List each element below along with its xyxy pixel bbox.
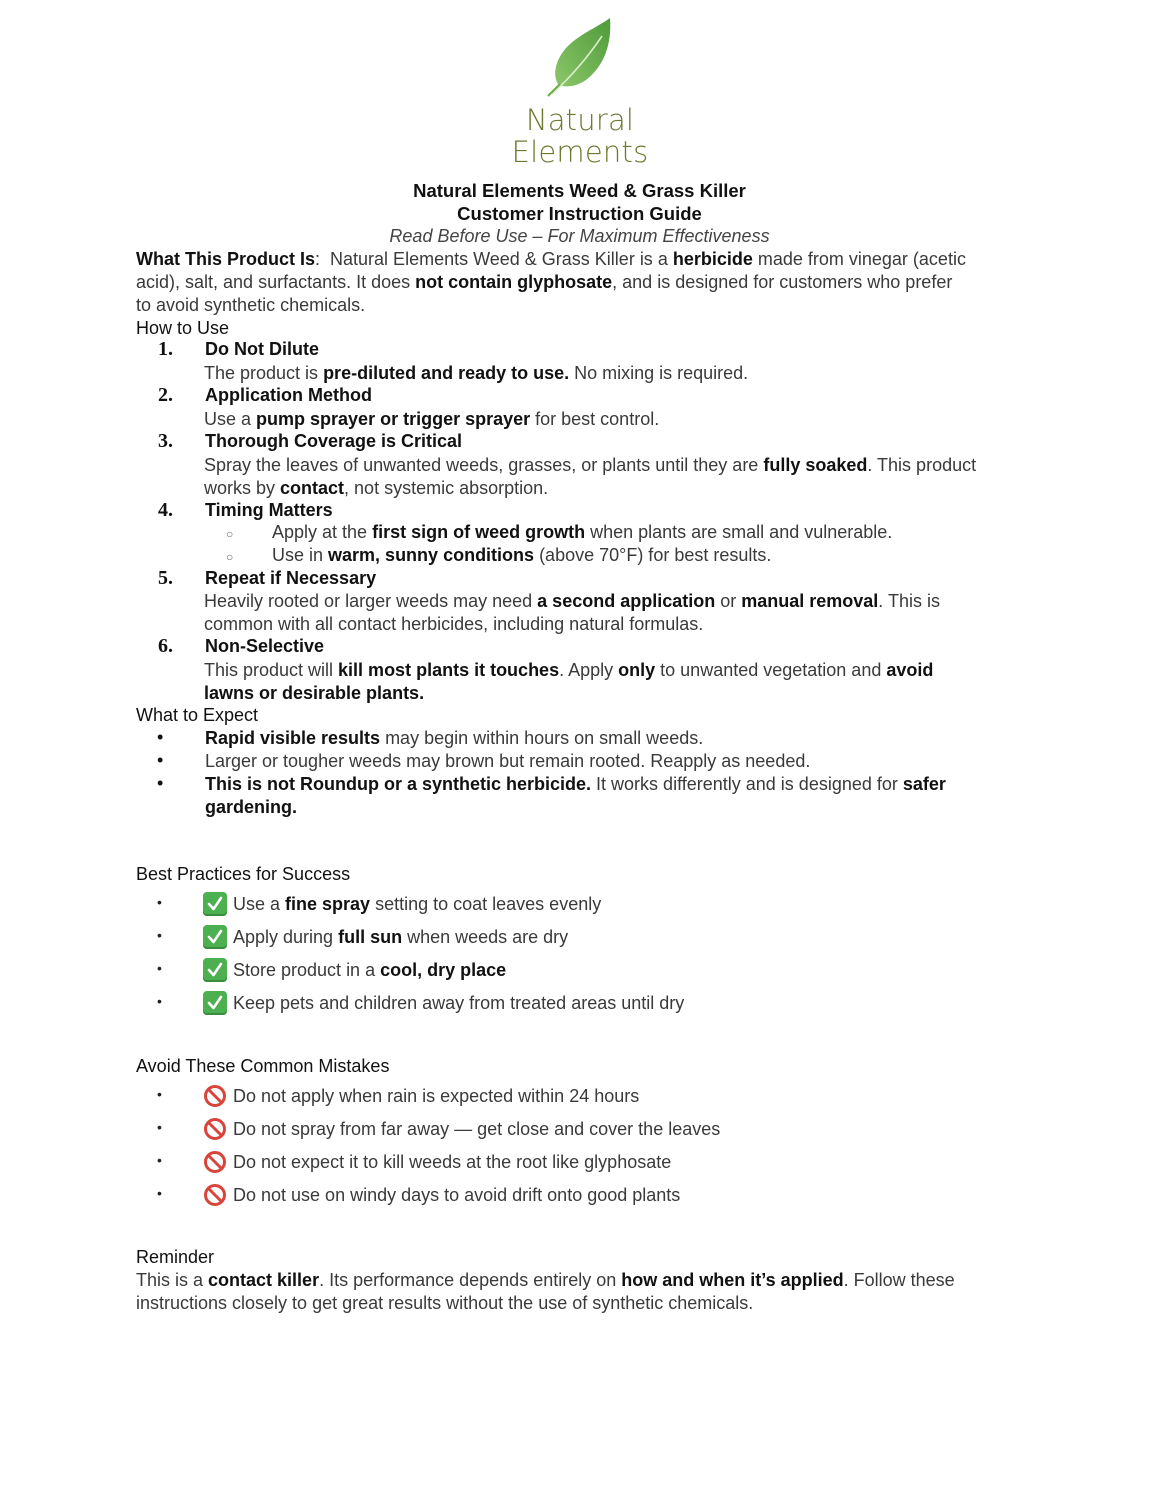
bullet-icon: • [157,1185,162,1201]
step-body: Use a pump sprayer or trigger sprayer for best control. [204,409,660,429]
step-body-cont: common with all contact herbicides, including natural formulas. [204,614,704,634]
list-item: Do not spray from far away — get close and cover the leaves [203,1116,720,1142]
sub-item: Apply at the first sign of weed growth when plants are small and vulnerable. [272,522,893,542]
step-title: Do Not Dilute [205,339,319,359]
step-body: Spray the leaves of unwanted weeds, grasses, or plants until they are fully soaked. This product [204,455,977,475]
step-body: This product will kill most plants it touches. Apply only to unwanted vegetation and avoid [204,660,934,680]
reminder-line-2: instructions closely to get great results without the use of synthetic chemicals. [136,1293,754,1313]
list-item: Rapid visible results may begin within hours on small weeds. [205,728,704,748]
bullet-icon: • [157,927,162,943]
step-title: Timing Matters [205,500,333,520]
step-title: Repeat if Necessary [205,568,377,588]
step-body: The product is pre-diluted and ready to use. No mixing is required. [204,363,749,383]
list-item: Larger or tougher weeds may brown but remain rooted. Reapply as needed. [205,751,811,771]
bullet-icon: • [157,773,164,793]
check-mark-button-icon [203,892,227,916]
section-heading-best-practices: Best Practices for Success [136,864,351,884]
sub-bullet-icon: ○ [226,527,234,541]
bullet-icon: • [157,960,162,976]
list-item-cont: gardening. [205,797,298,817]
prohibited-icon [203,1117,227,1141]
bullet-icon: • [157,993,162,1009]
step-number: 6. [158,635,173,657]
check-mark-button-icon [203,925,227,949]
document-tagline: Read Before Use – For Maximum Effectiveness [389,226,770,246]
bullet-icon: • [157,727,164,747]
list-item: Apply during full sun when weeds are dry [203,924,568,950]
list-item: Do not apply when rain is expected within 24 hours [203,1083,639,1109]
step-number: 3. [158,430,173,452]
brand-logo [460,14,700,169]
intro-line-3: to avoid synthetic chemicals. [136,295,366,315]
section-heading-mistakes: Avoid These Common Mistakes [136,1056,390,1076]
step-body-cont: lawns or desirable plants. [204,683,425,703]
step-body: Heavily rooted or larger weeds may need a second application or manual removal. This is [204,591,940,611]
document-title: Natural Elements Weed & Grass Killer [413,180,746,201]
section-heading-how-to-use: How to Use [136,318,230,338]
reminder-line-1: This is a contact killer. Its performance depends entirely on how and when it’s applied. Follow these [136,1270,955,1290]
prohibited-icon [203,1183,227,1207]
step-title: Application Method [205,385,372,405]
intro-line-2: acid), salt, and surfactants. It does not contain glyphosate, and is designed for customers who prefer [136,272,953,292]
step-title: Thorough Coverage is Critical [205,431,463,451]
step-body-cont: works by contact, not systemic absorption. [204,478,549,498]
intro-line-1: What This Product Is: Natural Elements Weed & Grass Killer is a herbicide made from vinegar (acetic [136,249,966,269]
list-item: Do not expect it to kill weeds at the root like glyphosate [203,1149,671,1175]
list-item: This is not Roundup or a synthetic herbicide. It works differently and is designed for safer [205,774,946,794]
bullet-icon: • [157,1152,162,1168]
bullet-icon: • [157,1119,162,1135]
sub-item: Use in warm, sunny conditions (above 70°F) for best results. [272,545,772,565]
list-item: Store product in a cool, dry place [203,957,506,983]
leaf-icon [540,14,620,100]
prohibited-icon [203,1150,227,1174]
step-number: 4. [158,499,173,521]
bullet-icon: • [157,894,162,910]
step-number: 2. [158,384,173,406]
list-item: Use a fine spray setting to coat leaves evenly [203,891,601,917]
prohibited-icon [203,1084,227,1108]
check-mark-button-icon [203,991,227,1015]
intro-label: What This Product Is [136,249,316,269]
sub-bullet-icon: ○ [226,550,234,564]
section-heading-what-to-expect: What to Expect [136,705,259,725]
brand-name: Natural Elements [511,103,649,169]
step-number: 1. [158,338,173,360]
list-item: Keep pets and children away from treated areas until dry [203,990,684,1016]
section-heading-reminder: Reminder [136,1247,215,1267]
bullet-icon: • [157,750,164,770]
bullet-icon: • [157,1086,162,1102]
document-subtitle: Customer Instruction Guide [457,203,702,224]
step-number: 5. [158,567,173,589]
list-item: Do not use on windy days to avoid drift onto good plants [203,1182,680,1208]
check-mark-button-icon [203,958,227,982]
step-title: Non-Selective [205,636,325,656]
